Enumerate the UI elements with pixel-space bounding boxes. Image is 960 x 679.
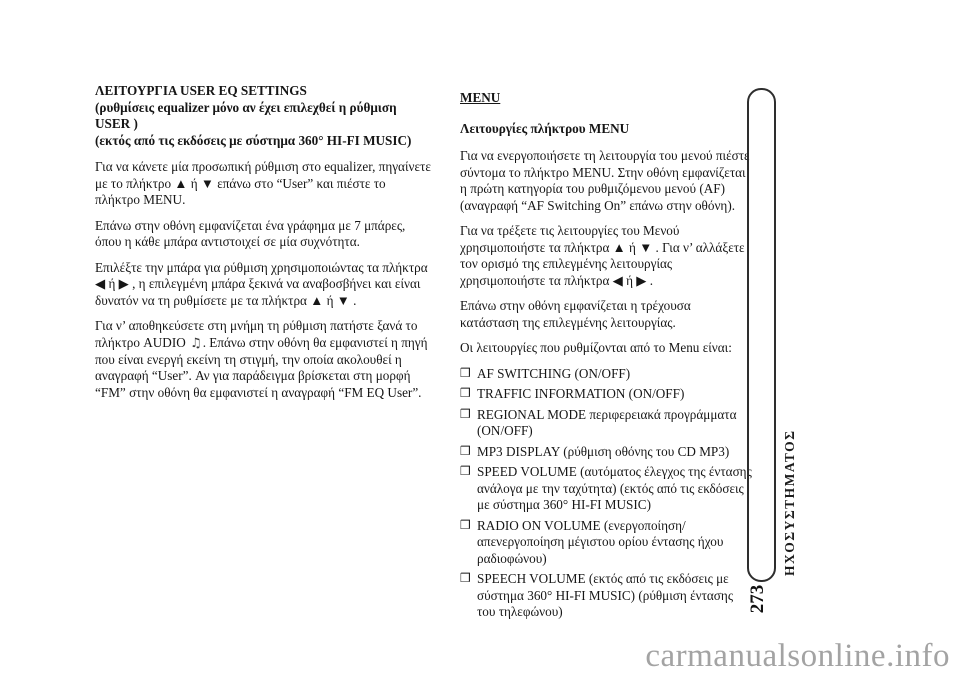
page-number: 273 bbox=[747, 584, 768, 614]
menu-heading: MENU bbox=[460, 90, 501, 105]
paragraph: Επάνω στην οθόνη εμφανίζεται ένα γράφημα με 7 μπάρες, όπου η κάθε μπάρα αντιστοιχεί σε μία συχνότητα. bbox=[95, 217, 406, 249]
right-column bbox=[460, 90, 752, 625]
paragraph: Για να ενεργοποιήσετε τη λειτουργία του μενού πιέστε σύντομα το πλήκτρο MENU. Στην οθόνη εμφανίζεται η πρώτη κατηγορία του ρυθμιζόμενου μενού (AF) (αναγραφή “AF Switching On” επάνω στην οθόνη). bbox=[460, 148, 750, 213]
square-bullet-icon: ❒ bbox=[460, 571, 471, 585]
square-bullet-icon: ❒ bbox=[460, 464, 471, 478]
list-item-text: AF SWITCHING (ON/OFF) bbox=[477, 365, 631, 381]
chapter-tab-label: ΗΧΟΣΥΣΤΗΜΑΤΟΣ bbox=[782, 429, 797, 576]
menu-subheading: Λειτουργίες πλήκτρου MENU bbox=[460, 120, 630, 136]
list-item-text: SPEECH VOLUME (εκτός από τις εκδόσεις με σύστημα 360° HI-FI MUSIC) (ρύθμιση έντασης του τηλεφώνου) bbox=[477, 571, 734, 619]
paragraph: Για να τρέξετε τις λειτουργίες του Μενού χρησιμοποιήστε τα πλήκτρα ▲ ή ▼ . Για ν’ αλλάξετε τον ορισμό της επιλεγμένης λειτουργίας χρησιμοποιήστε τα πλήκτρα ◀ ή ▶ . bbox=[460, 223, 745, 288]
section-heading bbox=[95, 83, 433, 149]
list-item bbox=[460, 571, 752, 621]
paragraph: Επάνω στην οθόνη εμφανίζεται η τρέχουσα κατάσταση της επιλεγμένης λειτουργίας. bbox=[460, 298, 691, 330]
list-item bbox=[460, 366, 752, 383]
square-bullet-icon: ❒ bbox=[460, 386, 471, 400]
list-item-text: RADIO ON VOLUME (ενεργοποίηση/απενεργοποίηση μέγιστου ορίου έντασης ήχου ραδιοφώνου) bbox=[477, 517, 724, 566]
list-item bbox=[460, 407, 752, 440]
list-item-text: TRAFFIC INFORMATION (ON/OFF) bbox=[477, 386, 685, 401]
paragraph-text: Για ν’ αποθηκεύσετε στη μνήμη τη ρύθμιση πατήστε ξανά το πλήκτρο AUDIO bbox=[95, 318, 418, 350]
list-item bbox=[460, 464, 752, 514]
paragraph: Για να κάνετε μία προσωπική ρύθμιση στο equalizer, πηγαίνετε με το πλήκτρο ▲ ή ▼ επάνω στο “User” και πιέστε το πλήκτρο MENU. bbox=[95, 159, 431, 207]
left-column bbox=[95, 83, 433, 410]
watermark: carmanualsonline.info bbox=[645, 638, 950, 674]
heading-line: (εκτός από τις εκδόσεις με σύστημα 360° HI-FI MUSIC) bbox=[95, 132, 412, 148]
heading-line: ΛΕΙΤΟΥΡΓΙΑ USER EQ SETTINGS bbox=[95, 83, 307, 98]
paragraph bbox=[95, 318, 433, 401]
square-bullet-icon: ❒ bbox=[460, 443, 471, 458]
list-item-text: MP3 DISPLAY (ρύθμιση οθόνης του CD MP3) bbox=[477, 443, 730, 459]
square-bullet-icon: ❒ bbox=[460, 365, 471, 380]
heading-line: (ρυθμίσεις equalizer μόνο αν έχει επιλεχθεί η ρύθμιση USER ) bbox=[95, 99, 397, 131]
paragraph: Οι λειτουργίες που ρυθμίζονται από το Menu είναι: bbox=[460, 340, 732, 355]
chapter-tab-outline bbox=[747, 88, 776, 582]
list-item-text: REGIONAL MODE περιφερειακά προγράμματα (ON/OFF) bbox=[477, 406, 737, 438]
list-item bbox=[460, 386, 752, 403]
paragraph: Επιλέξτε την μπάρα για ρύθμιση χρησιμοποιώντας τα πλήκτρα ◀ ή ▶ , η επιλεγμένη μπάρα ξεκινά να αναβοσβήνει και είναι δυνατόν να τη ρυθμίσετε με τα πλήκτρα ▲ ή ▼ . bbox=[95, 259, 428, 308]
list-item-text: SPEED VOLUME (αυτόματος έλεγχος της έντασης ανάλογα με την ταχύτητα) (εκτός από τις εκδόσεις με σύστημα 360° HI-FI MUSIC) bbox=[477, 464, 752, 512]
square-bullet-icon: ❒ bbox=[460, 406, 471, 421]
list-item bbox=[460, 518, 752, 568]
menu-options-list bbox=[460, 366, 752, 621]
audio-music-note-icon: ♫ bbox=[190, 335, 202, 351]
paragraph-text: . Επάνω στην οθόνη θα εμφανιστεί η πηγή που είναι ενεργή εκείνη τη στιγμή, την οποία ακολουθεί η αναγραφή “User”. Αν για παράδειγμα βρίσκεται στη μορφή “FM” στην οθόνη θα εμφανιστεί η αναγραφή “FM EQ User”. bbox=[95, 334, 428, 400]
square-bullet-icon: ❒ bbox=[460, 517, 471, 532]
list-item bbox=[460, 444, 752, 461]
